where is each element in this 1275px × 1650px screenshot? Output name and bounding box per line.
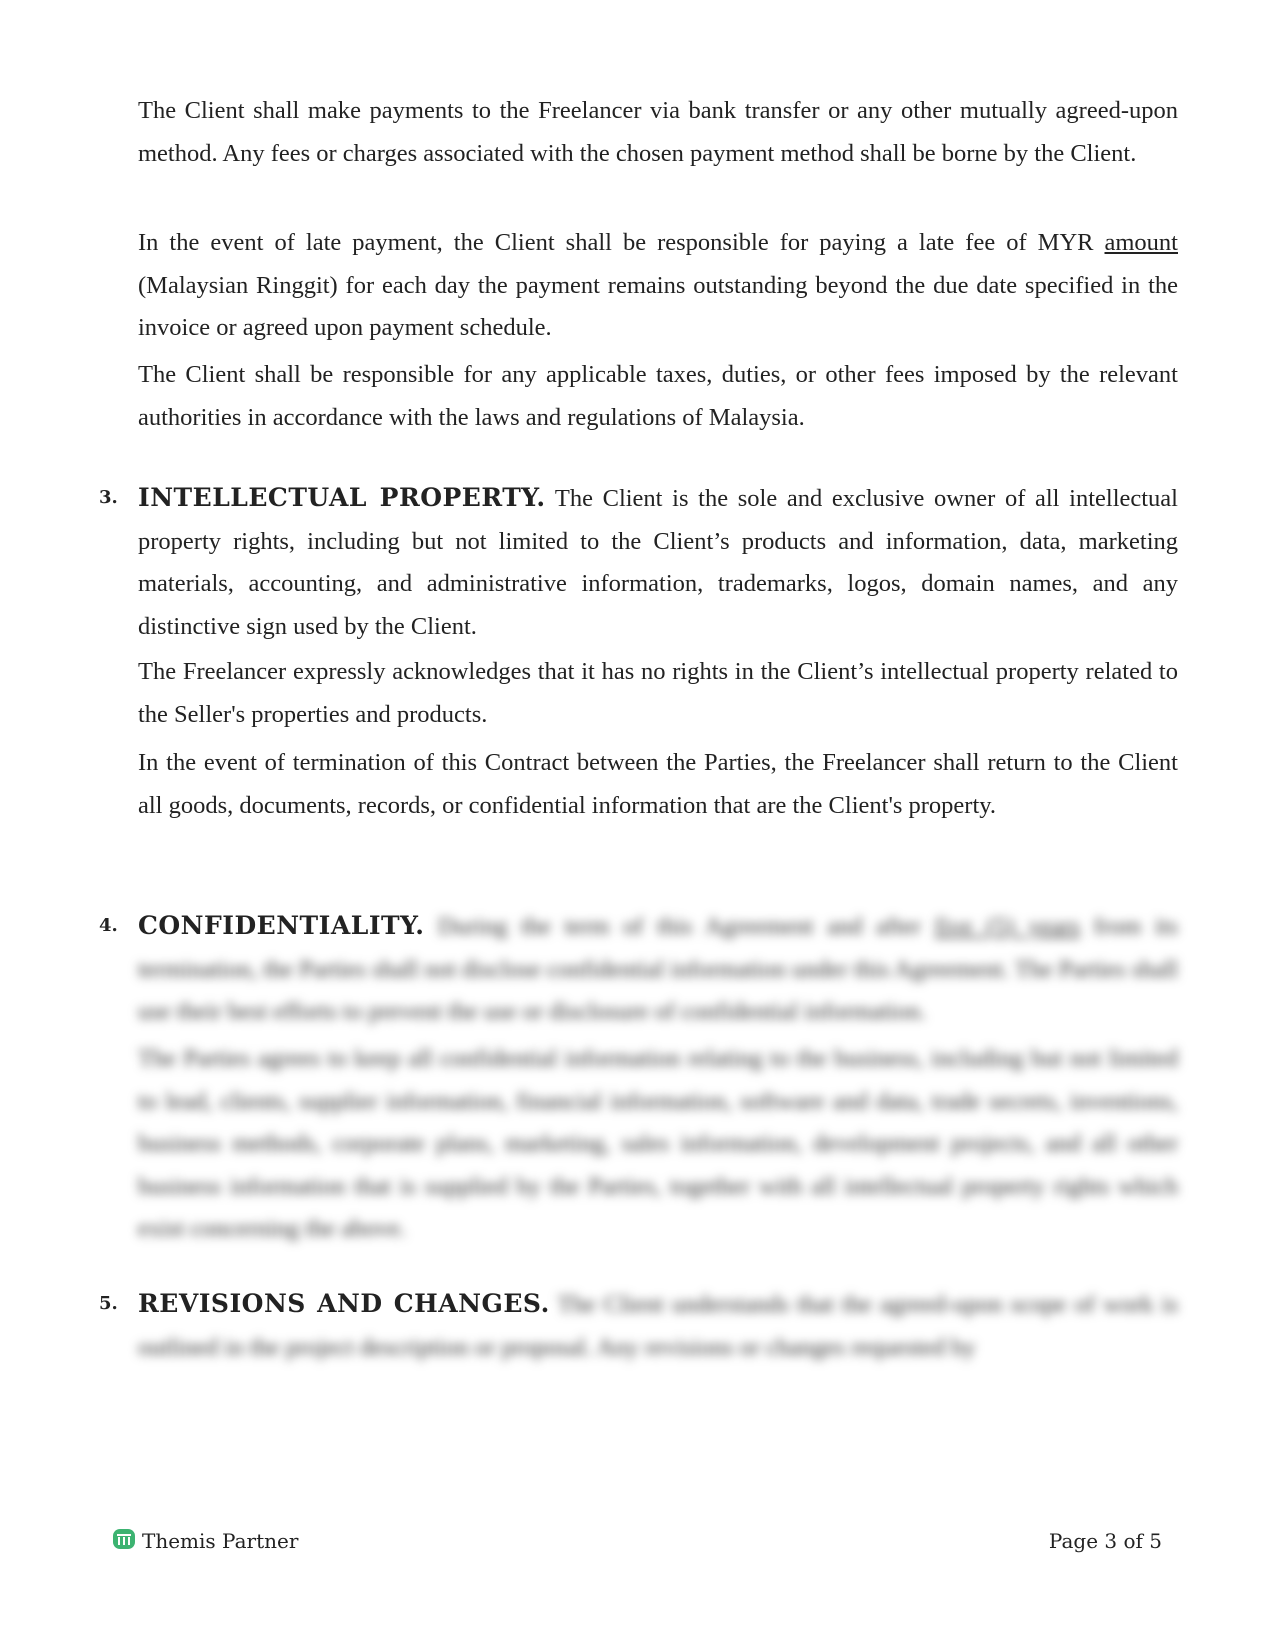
themis-logo-icon <box>112 1528 136 1555</box>
amount-placeholder[interactable]: amount <box>1104 229 1178 256</box>
payment-method-paragraph <box>138 90 1178 175</box>
late-payment-paragraph <box>138 222 1178 350</box>
term-years-placeholder: five (5) years <box>934 913 1081 940</box>
termination-return-paragraph <box>138 742 1178 827</box>
section-number-5: 5. <box>99 1293 118 1314</box>
intellectual-property-text: The Client is the sole and exclusive owner of all intellectual property rights, including but not limited to the Client’s products and information, data, marketing materials, accounting, and administrative information, trademarks, logos, domain names, and any distinctive sign used by the Client. <box>138 485 1178 640</box>
footer-brand <box>112 1526 298 1556</box>
section-number-4: 4. <box>99 915 118 936</box>
intellectual-property-paragraph <box>138 477 1178 648</box>
confidentiality-text: During the term of this Agreement and after <box>424 913 935 940</box>
page-number: Page 3 of 5 <box>1048 1529 1162 1553</box>
late-payment-text-rest: (Malaysian Ringgit) for each day the payment remains outstanding beyond the due date specified in the invoice or agreed upon payment schedule. <box>138 271 1178 341</box>
footer-brand-name: Themis Partner <box>142 1529 299 1553</box>
freelancer-acknowledgement-text: The Freelancer expressly acknowledges that it has no rights in the Client’s intellectual property related to the Seller's properties and products. <box>138 658 1178 728</box>
taxes-text: The Client shall be responsible for any applicable taxes, duties, or other fees imposed by the relevant authorities in accordance with the laws and regulations of Malaysia. <box>138 361 1178 431</box>
revisions-text: The Client understands that the agreed-upon scope of work is outlined in the project description or proposal. Any revisions or changes requested by <box>138 1291 1179 1361</box>
late-payment-text: In the event of late payment, the Client shall be responsible for paying a late fee of MYR <box>138 229 1105 256</box>
confidentiality-text-rest: from its termination, the Parties shall not disclose confidential information under this Agreement. The Parties shall use their best efforts to prevent the use or disclosure of confidential information. <box>138 913 1178 1025</box>
termination-return-text: In the event of termination of this Contract between the Parties, the Freelancer shall return to the Client all goods, documents, records, or confidential information that are the Client's property. <box>138 749 1178 819</box>
confidentiality-paragraph <box>138 905 1178 1034</box>
taxes-paragraph <box>138 354 1178 439</box>
intellectual-property-heading: INTELLECTUAL PROPERTY. <box>138 483 546 512</box>
freelancer-acknowledgement-paragraph <box>138 651 1178 736</box>
confidentiality-heading: CONFIDENTIALITY. <box>138 911 425 940</box>
revisions-paragraph <box>138 1283 1178 1369</box>
revisions-heading: REVISIONS AND CHANGES. <box>138 1289 550 1318</box>
confidential-information-paragraph <box>138 1038 1178 1251</box>
confidential-information-text: The Parties agrees to keep all confidential information relating to the business, including but not limited to lead, clients, supplier information, financial information, software and data, trade secrets, inventions, business methods, corporate plans, marketing, sales information, development projects, and all other business information that is supplied by the Parties, together with all intellectual property rights which exist concerning the above. <box>138 1045 1178 1242</box>
payment-method-text: The Client shall make payments to the Freelancer via bank transfer or any other mutually agreed-upon method. Any fees or charges associated with the chosen payment method shall be borne by the Client. <box>138 97 1178 167</box>
section-number-3: 3. <box>99 487 118 508</box>
